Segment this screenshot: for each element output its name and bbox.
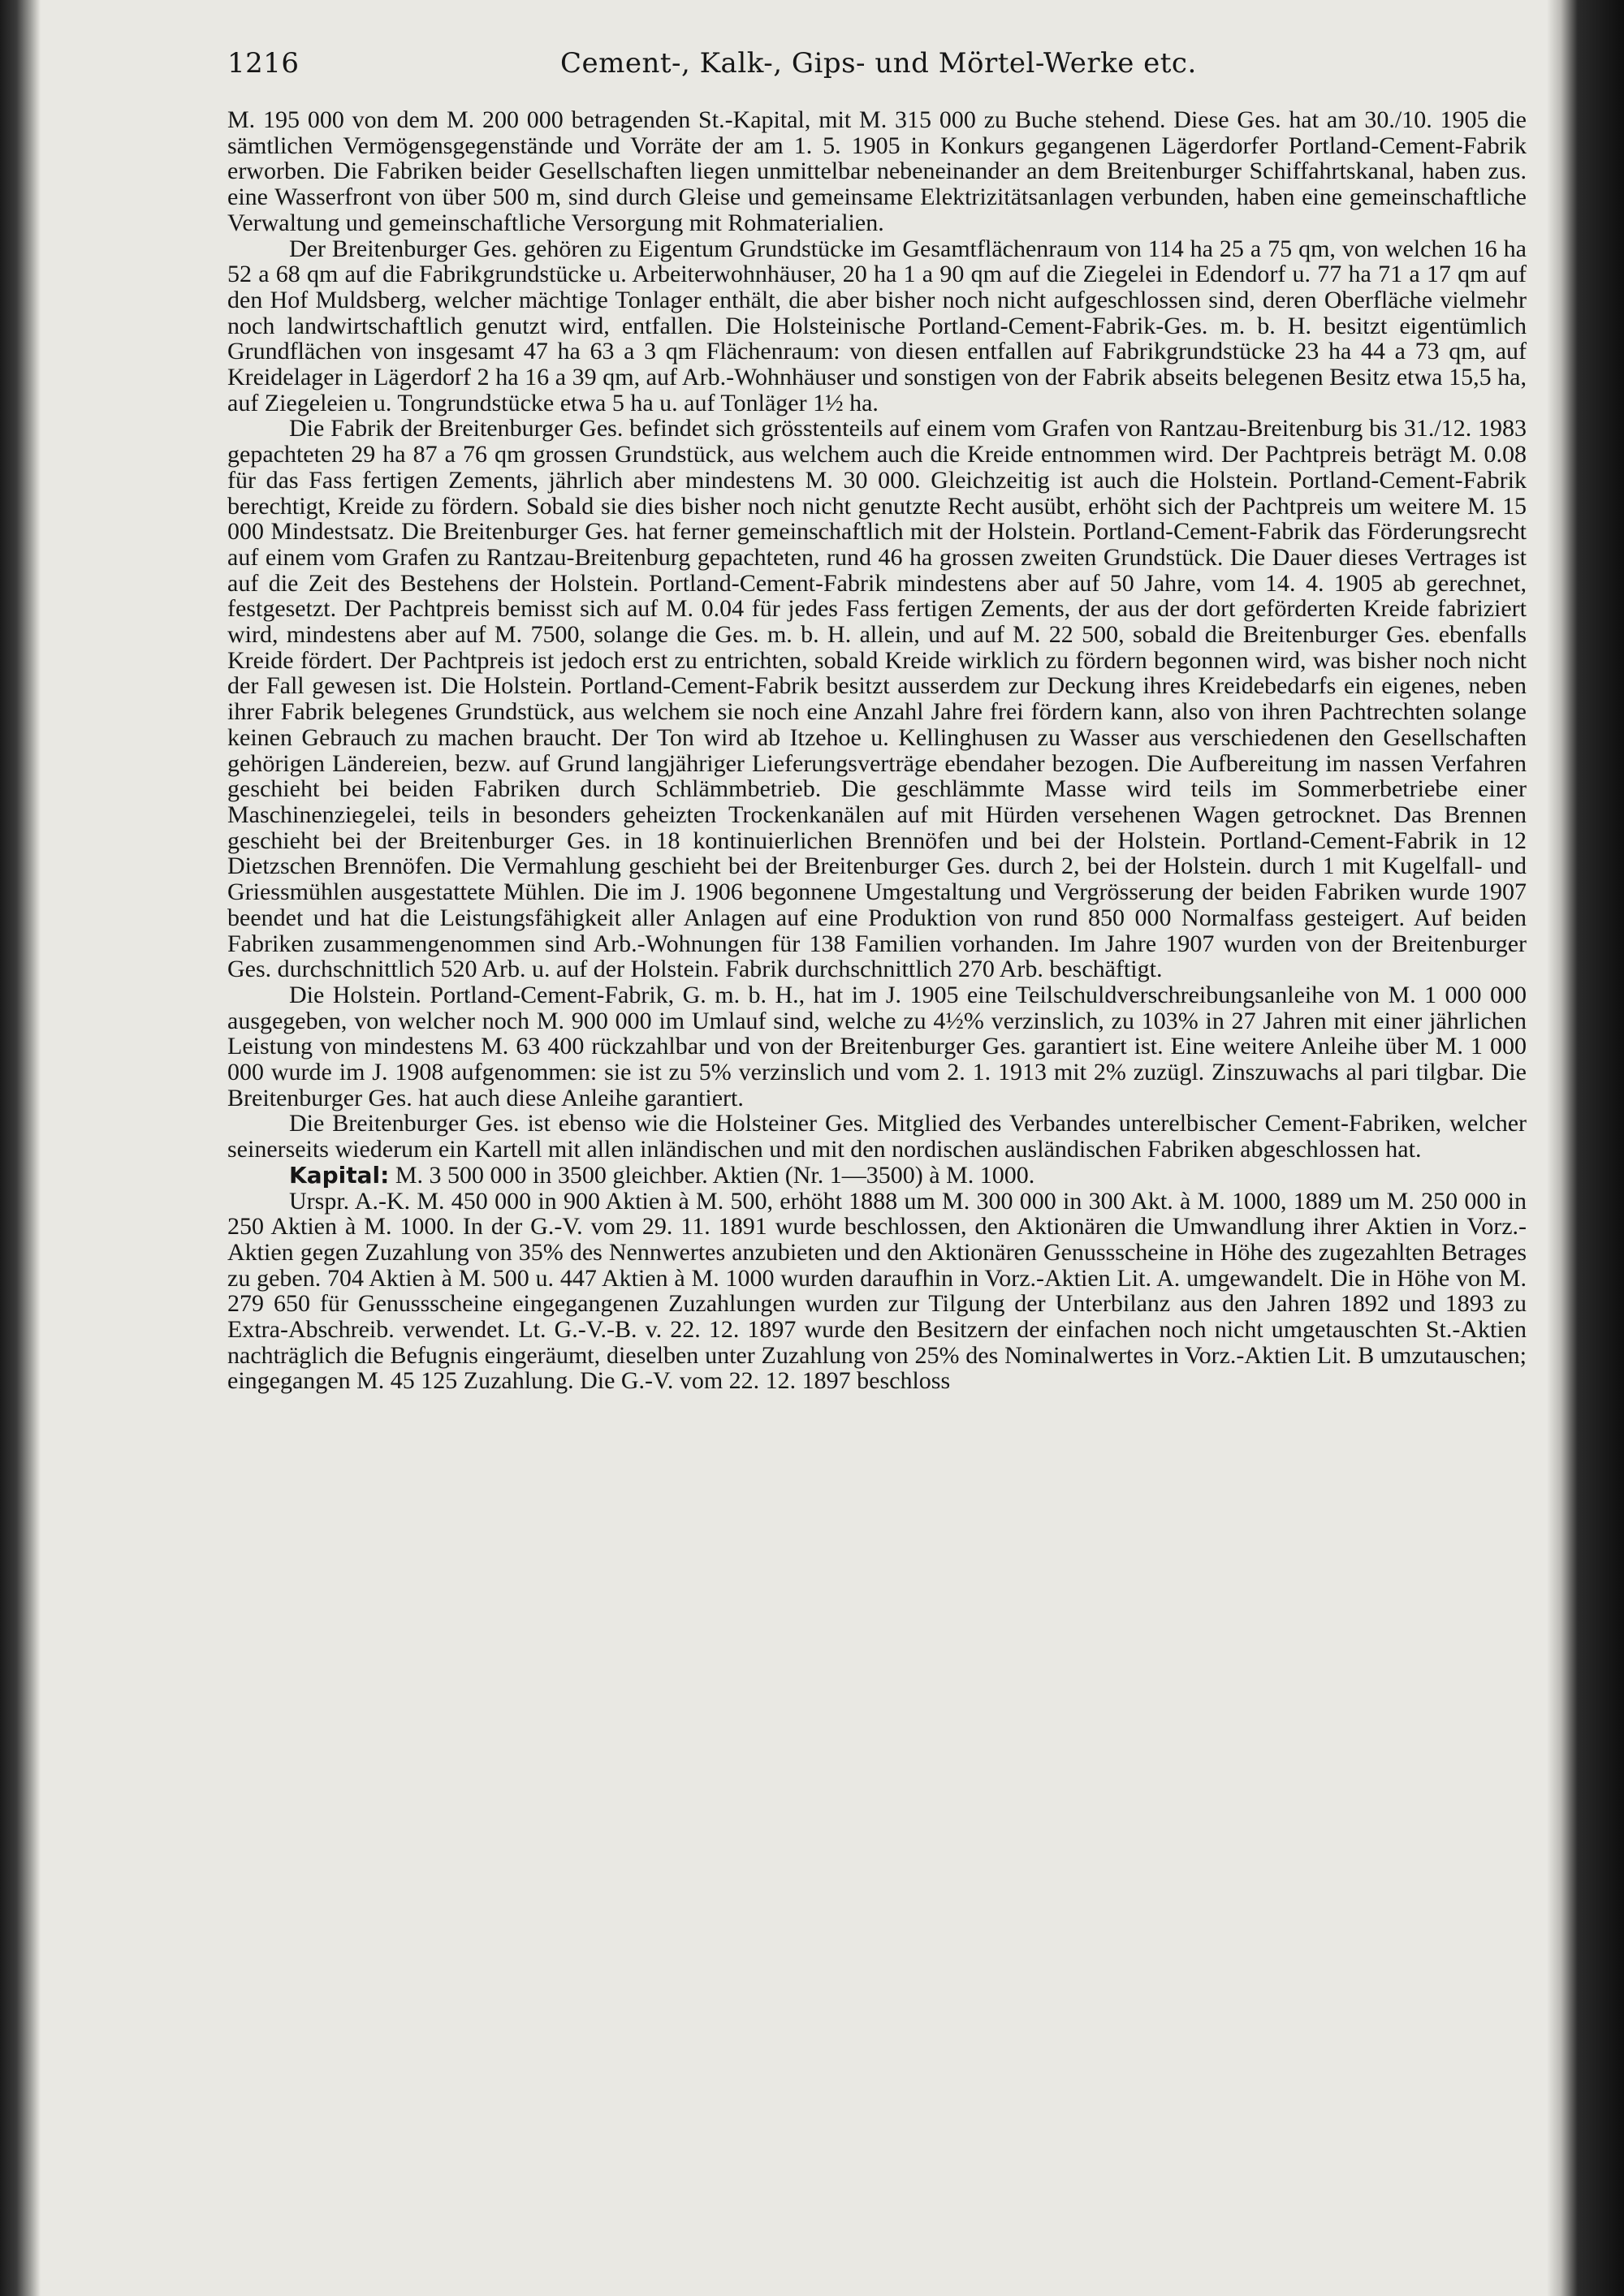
paragraph-3: Die Fabrik der Breitenburger Ges. befindet sich grösstenteils auf einem vom Grafen von Rantzau-Breitenburg bis 31./12. 1983 gepachteten 29 ha 87 a 76 qm grossen Grundstück, aus welchem auch die Kreide entnommen wird. Der Pachtpreis beträgt M. 0.08 für das Fass fertigen Zements, jährlich aber mindestens M. 30 000. Gleichzeitig ist auch die Holstein. Portland-Cement-Fabrik berechtigt, Kreide zu fördern. Sobald sie dies bisher noch nicht genutzte Recht ausübt, erhöht sich der Pachtpreis um weitere M. 15 000 Mindestsatz. Die Breitenburger Ges. hat ferner gemeinschaftlich mit der Holstein. Portland-Cement-Fabrik das Förderungsrecht auf einem vom Grafen zu Rantzau-Breitenburg gepachteten, rund 46 ha grossen zweiten Grundstück. Die Dauer dieses Vertrages ist auf die Zeit des Bestehens der Holstein. Portland-Cement-Fabrik mindestens aber auf 50 Jahre, vom 14. 4. 1905 ab gerechnet, festgesetzt. Der Pachtpreis bemisst sich auf M. 0.04 für jedes Fass fertigen Zements, der aus der dort geförderten Kreide fabriziert wird, mindestens aber auf M. 7500, solange die Ges. m. b. H. allein, und auf M. 22 500, sobald die Breitenburger Ges. ebenfalls Kreide fördert. Der Pachtpreis ist jedoch erst zu entrichten, sobald Kreide wirklich zu fördern begonnen wird, was bisher noch nicht der Fall gewesen ist. Die Holstein. Portland-Cement-Fabrik besitzt ausserdem zur Deckung ihres Kreidebedarfs ein eigenes, neben ihrer Fabrik belegenes Grundstück, aus welchem sie noch eine Anzahl Jahre frei fördern kann, also von ihren Pachtrechten solange keinen Gebrauch zu machen braucht. Der Ton wird ab Itzehoe u. Kellinghusen zu Wasser aus verschiedenen den Gesellschaften gehörigen Ländereien, bezw. auf Grund langjähriger Lieferungsverträge ebendaher bezogen. Die Aufbereitung im nassen Verfahren geschieht bei beiden Fabriken durch Schlämmbetrieb. Die geschlämmte Masse wird teils im Sommerbetriebe einer Maschinenziegelei, teils in besonders geheizten Trockenkanälen auf mit Hürden versehenen Wagen getrocknet. Das Brennen geschieht bei der Breitenburger Ges. in 18 kontinuierlichen Brennöfen und bei der Holstein. Portland-Cement-Fabrik in 12 Dietzschen Brennöfen. Die Vermahlung geschieht bei der Breitenburger Ges. durch 2, bei der Holstein. durch 1 mit Kugelfall- und Griessmühlen ausgestattete Mühlen. Die im J. 1906 begonnene Umgestaltung und Vergrösserung der beiden Fabriken wurde 1907 beendet und hat die Leistungsfähigkeit aller Anlagen auf eine Produktion von rund 850 000 Normalfass gesteigert. Auf beiden Fabriken zusammengenommen sind Arb.-Wohnungen für 138 Familien vorhanden. Im Jahre 1907 wurden von der Breitenburger Ges. durchschnittlich 520 Arb. u. auf der Holstein. Fabrik durchschnittlich 270 Arb. beschäftigt.	[227, 415, 1527, 983]
page-left-shadow	[0, 0, 41, 2296]
body-text	[227, 107, 1527, 1394]
page-right-shadow	[1547, 0, 1624, 2296]
paragraph-1: M. 195 000 von dem M. 200 000 betragenden St.-Kapital, mit M. 315 000 zu Buche stehend. Diese Ges. hat am 30./10. 1905 die sämtlichen Vermögensgegenstände und Vorräte der am 1. 5. 1905 in Konkurs gegangenen Lägerdorfer Portland-Cement-Fabrik erworben. Die Fabriken beider Gesellschaften liegen unmittelbar nebeneinander an dem Breitenburger Schiffahrtskanal, haben zus. eine Wasserfront von über 500 m, sind durch Gleise und gemeinsame Elektrizitätsanlagen verbunden, haben eine gemeinschaftliche Verwaltung und gemeinschaftliche Versorgung mit Rohmaterialien.	[227, 106, 1527, 236]
document-page	[227, 47, 1527, 2272]
paragraph-2: Der Breitenburger Ges. gehören zu Eigentum Grundstücke im Gesamtflächenraum von 114 ha 25 a 75 qm, von welchen 16 ha 52 a 68 qm auf die Fabrikgrundstücke u. Arbeiterwohnhäuser, 20 ha 1 a 90 qm auf die Ziegelei in Edendorf u. 77 ha 71 a 17 qm auf den Hof Muldsberg, welcher mächtige Tonlager enthält, die aber bisher noch nicht aufgeschlossen sind, deren Oberfläche vielmehr noch landwirtschaftlich genutzt wird, entfallen. Die Holsteinische Portland-Cement-Fabrik-Ges. m. b. H. besitzt eigentümlich Grundflächen von insgesamt 47 ha 63 a 3 qm Flächenraum: von diesen entfallen auf Fabrikgrundstücke 23 ha 44 a 73 qm, auf Kreidelager in Lägerdorf 2 ha 16 a 39 qm, auf Arb.-Wohnhäuser und sonstigen von der Fabrik abseits belegenen Besitz etwa 15,5 ha, auf Ziegeleien u. Tongrundstücke etwa 5 ha u. auf Tonläger 1½ ha.	[227, 235, 1527, 416]
paragraph-5: Die Breitenburger Ges. ist ebenso wie die Holsteiner Ges. Mitglied des Verbandes unterelbischer Cement-Fabriken, welcher seinerseits wiederum ein Kartell mit allen inländischen und mit den nordischen ausländischen Fabriken abgeschlossen hat.	[227, 1110, 1527, 1163]
kapital-section	[227, 1163, 1527, 1189]
kapital-text: M. 3 500 000 in 3500 gleichber. Aktien (Nr. 1—3500) à M. 1000.	[389, 1161, 1035, 1189]
page-number: 1216	[227, 47, 300, 80]
paragraph-capital-history: Urspr. A.-K. M. 450 000 in 900 Aktien à M. 500, erhöht 1888 um M. 300 000 in 300 Akt. à M. 1000, 1889 um M. 250 000 in 250 Aktien à M. 1000. In der G.-V. vom 29. 11. 1891 wurde beschlossen, den Aktionären die Umwandlung ihrer Aktien in Vorz.-Aktien gegen Zuzahlung von 35% des Nennwertes anzubieten und den Aktionären Genussscheine in Höhe des zugezahlten Betrages zu geben. 704 Aktien à M. 500 u. 447 Aktien à M. 1000 wurden daraufhin in Vorz.-Aktien Lit. A. umgewandelt. Die in Höhe von M. 279 650 für Genussscheine eingegangenen Zuzahlungen wurden zur Tilgung der Unterbilanz aus den Jahren 1892 und 1893 zu Extra-Abschreib. verwendet. Lt. G.-V.-B. v. 22. 12. 1897 wurde den Besitzern der einfachen noch nicht umgetauschten St.-Aktien nachträglich die Befugnis eingeräumt, dieselben unter Zuzahlung von 25% des Nominalwertes in Vorz.-Aktien Lit. B umzutauschen; eingegangen M. 45 125 Zuzahlung. Die G.-V. vom 22. 12. 1897 beschloss	[227, 1187, 1527, 1395]
page-header	[227, 47, 1527, 93]
kapital-label: Kapital:	[289, 1161, 390, 1189]
paragraph-4: Die Holstein. Portland-Cement-Fabrik, G. m. b. H., hat im J. 1905 eine Teilschuldverschreibungsanleihe von M. 1 000 000 ausgegeben, von welcher noch M. 900 000 im Umlauf sind, welche zu 4½% verzinslich, zu 103% in 27 Jahren mit einer jährlichen Leistung von mindestens M. 63 400 rückzahlbar und von der Breitenburger Ges. garantiert ist. Eine weitere Anleihe über M. 1 000 000 wurde im J. 1908 aufgenommen: sie ist zu 5% verzinslich und vom 2. 1. 1913 mit 2% zuzügl. Zinszuwachs al pari tilgbar. Die Breitenburger Ges. hat auch diese Anleihe garantiert.	[227, 981, 1527, 1111]
running-head: Cement-, Kalk-, Gips- und Mörtel-Werke etc.	[560, 47, 1197, 80]
